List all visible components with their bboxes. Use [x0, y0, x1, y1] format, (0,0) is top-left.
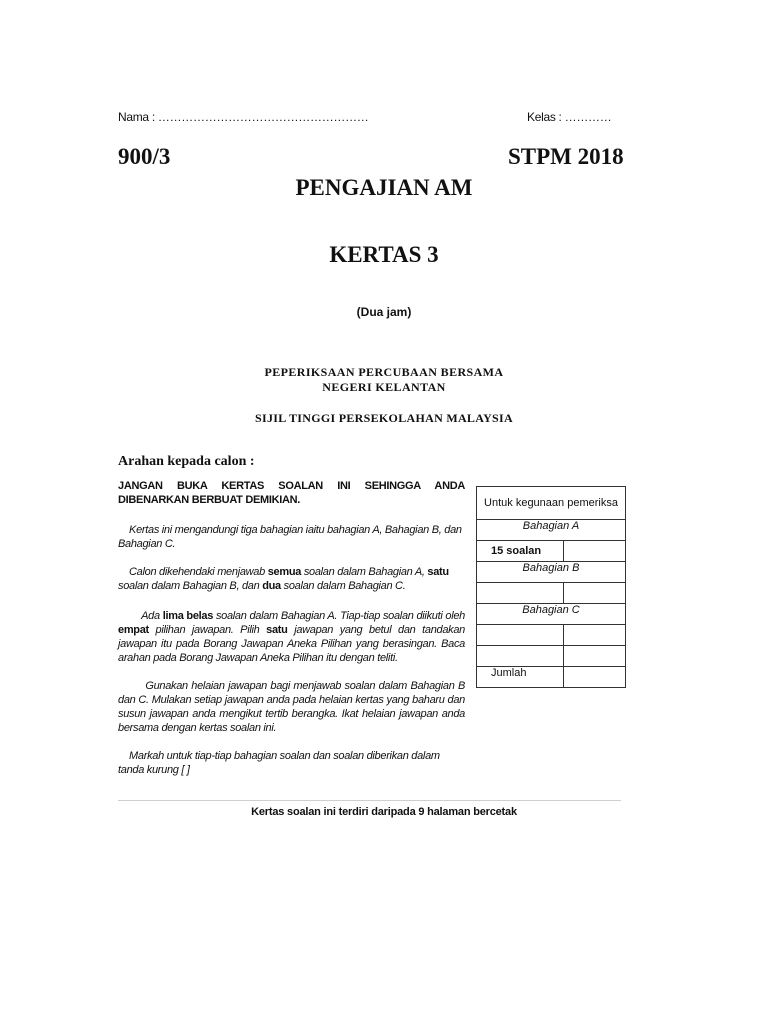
instruction-paragraph-2 — [118, 565, 465, 593]
certificate-title: SIJIL TINGGI PERSEKOLAHAN MALAYSIA — [255, 411, 513, 425]
section-c-mark-cell-2 — [564, 646, 626, 667]
section-b-question-cell — [477, 583, 564, 604]
instructions-heading: Arahan kepada calon : — [118, 454, 255, 469]
instruction-emphasis: semua — [267, 566, 302, 578]
name-field: Nama : ……………………………………………… — [118, 110, 369, 124]
duration: (Dua jam) — [356, 305, 412, 319]
instruction-text: Calon dikehendaki menjawab — [129, 566, 268, 578]
warning-text: JANGAN BUKA KERTAS SOALAN INI SEHINGGA ANDA DIBENARKAN BERBUAT DEMIKIAN. — [118, 480, 465, 506]
instruction-text: soalan dalam Bahagian A, — [301, 566, 428, 578]
section-c-question-cell-2 — [477, 646, 564, 667]
paper-title: KERTAS 3 — [329, 242, 439, 267]
instruction-emphasis: empat — [118, 624, 149, 636]
instruction-paragraph-5 — [118, 749, 465, 777]
section-a-question-count: 15 soalan — [477, 541, 564, 562]
total-label: Jumlah — [477, 667, 564, 688]
instruction-text: Kertas ini mengandungi tiga bahagian iaitu bahagian A, Bahagian B, dan Bahagian C. — [118, 524, 462, 550]
subject-title: PENGAJIAN AM — [295, 175, 473, 200]
instruction-emphasis: dua — [262, 580, 281, 592]
instruction-text: pilihan jawapan. Pilih — [148, 624, 267, 636]
page-count-note: Kertas soalan ini terdiri daripada 9 halaman bercetak — [251, 806, 517, 818]
instruction-text: soalan dalam Bahagian A. Tiap-tiap soalan diikuti oleh — [213, 610, 465, 622]
examiner-use-table — [476, 486, 626, 688]
instruction-paragraph-3 — [118, 609, 465, 665]
organiser-line-2: NEGERI KELANTAN — [322, 380, 446, 394]
section-c-label: Bahagian C — [477, 604, 626, 625]
instruction-text: Markah untuk tiap-tiap bahagian soalan dan soalan diberikan dalam tanda kurung [ ] — [118, 750, 440, 776]
section-c-mark-cell-1 — [564, 625, 626, 646]
organiser-line-1: PEPERIKSAAN PERCUBAAN BERSAMA — [264, 365, 504, 379]
instruction-text: Gunakan helaian jawapan bagi menjawab soalan dalam Bahagian B dan C. Mulakan setiap jawapan anda pada helaian kertas yang baharu dan susun jawapan anda mengikut tertib berangka. Ikat helaian jawapan anda bersama dengan kertas soalan ini. — [118, 680, 465, 734]
instruction-emphasis: satu — [266, 624, 288, 636]
examiner-table-header: Untuk kegunaan pemeriksa — [477, 487, 626, 520]
total-mark-cell — [564, 667, 626, 688]
section-b-label: Bahagian B — [477, 562, 626, 583]
instruction-text: soalan dalam Bahagian B, dan — [118, 580, 263, 592]
instruction-text: soalan dalam Bahagian C. — [280, 580, 406, 592]
section-c-question-cell-1 — [477, 625, 564, 646]
instruction-emphasis: lima belas — [162, 610, 214, 622]
instruction-paragraph-1 — [118, 523, 465, 551]
instruction-text: jawapan yang betul dan tandakan jawapan itu pada Borang Jawapan Aneka Pilihan yang berasingan. Baca arahan pada Borang Jawapan Aneka Pilihan itu dengan teliti. — [118, 624, 465, 664]
section-a-mark-cell — [564, 541, 626, 562]
instruction-emphasis: satu — [427, 566, 449, 578]
footer-divider — [118, 800, 621, 801]
instruction-paragraph-4 — [118, 679, 465, 735]
section-b-mark-cell — [564, 583, 626, 604]
exam-title: STPM 2018 — [508, 144, 624, 169]
instruction-text: Ada — [141, 610, 163, 622]
section-a-label: Bahagian A — [477, 520, 626, 541]
paper-code: 900/3 — [118, 144, 171, 169]
class-field: Kelas : ………… — [527, 110, 612, 124]
